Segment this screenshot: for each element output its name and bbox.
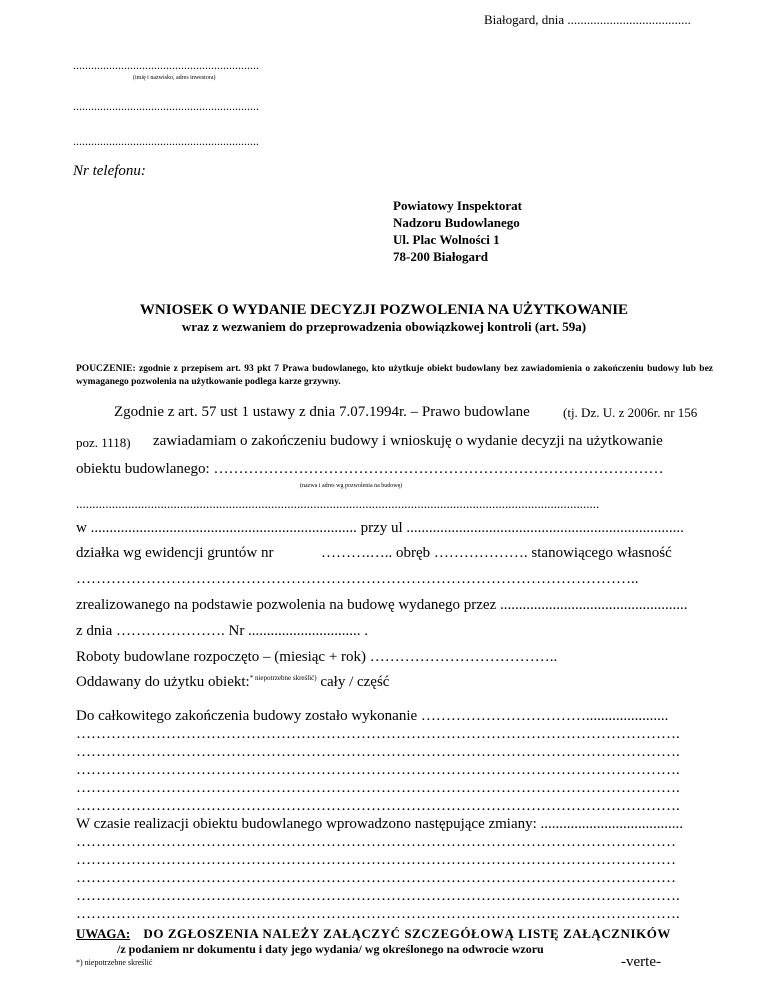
changes-label: W czasie realizacji obiektu budowlanego wprowadzono następujące zmiany: ...................................... xyxy=(76,816,684,832)
addressee-line-2: Nadzoru Budowlanego xyxy=(393,215,520,230)
addressee-line-3: Ul. Plac Wolności 1 xyxy=(393,232,500,247)
notice-text: POUCZENIE: zgodnie z przepisem art. 93 pkt 7 Prawa budowlanego, kto użytkuje obiekt budowlany bez zawiadomienia o zakończeniu budowy lub bez wymaganego pozwolenia na użytkowanie podlega karze grzywny. xyxy=(76,364,713,387)
permit-date-line: z dnia …………………. Nr .............................. . xyxy=(76,623,369,639)
uwaga-subtext: /z podaniem nr dokumentu i daty jego wydania/ wg określonego na odwrocie wzoru xyxy=(117,942,544,956)
para-1-c: poz. 1118) xyxy=(76,435,131,450)
investor-caption: (imię i nazwisko, adres inwestora) xyxy=(133,75,216,81)
uwaga-text: DO ZGŁOSZENIA NALEŻY ZAŁĄCZYĆ SZCZEGÓŁOWĄ LISTĘ ZAŁĄCZNIKÓW xyxy=(143,926,671,941)
changes-line-2: ………………………………………………………………………………………………………… xyxy=(76,852,676,868)
addressee-block xyxy=(393,197,522,265)
parcel-line: ……….….. obręb ………………. stanowiącego własność xyxy=(321,545,672,561)
permit-line: zrealizowanego na podstawie pozwolenia na budowę wydanego przez .................................................. xyxy=(76,597,688,613)
changes-line-4: …………………………………………………………………………………………………………. xyxy=(76,888,680,904)
addressee-line-1: Powiatowy Inspektorat xyxy=(393,198,522,213)
changes-line-3: ………………………………………………………………………………………………………… xyxy=(76,870,676,886)
uwaga-label: UWAGA: xyxy=(76,926,131,941)
para-1-d: zawiadamiam o zakończeniu budowy i wnioskuję o wydanie decyzji na użytkowanie xyxy=(153,433,663,449)
phone-label: Nr telefonu: xyxy=(73,163,146,179)
handover-row xyxy=(76,674,389,691)
changes-line-5: …………………………………………………………………………………………………………. xyxy=(76,906,680,922)
handover-footnote-mark: * niepotrzebne skreślić) xyxy=(249,674,317,682)
completion-line-3: …………………………………………………………………………………………………………. xyxy=(76,762,680,778)
completion-line-1: …………………………………………………………………………………………………………. xyxy=(76,726,680,742)
investor-line-3: .............................................................. xyxy=(73,134,259,148)
verte-label: -verte- xyxy=(621,954,661,970)
document-subtitle: wraz z wezwaniem do przeprowadzenia obowiązkowej kontroli (art. 59a) xyxy=(181,319,587,334)
uwaga-row xyxy=(76,926,716,942)
handover-label: Oddawany do użytku obiekt: xyxy=(76,674,250,690)
start-date-line: Roboty budowlane rozpoczęto – (miesiąc + rok) ……………………………….. xyxy=(76,649,558,665)
completion-label: Do całkowitego zakończenia budowy zostało wykonanie ……………………………...................... xyxy=(76,708,669,724)
completion-line-5: …………………………………………………………………………………………………………. xyxy=(76,798,680,814)
completion-line-4: …………………………………………………………………………………………………………. xyxy=(76,780,680,796)
parcel-label: działka wg ewidencji gruntów nr xyxy=(76,545,274,561)
changes-line-1: ………………………………………………………………………………………………………… xyxy=(76,834,676,850)
para-1-b: (tj. Dz. U. z 2006r. nr 156 xyxy=(563,405,698,420)
handover-value: cały / część xyxy=(320,674,390,690)
location-line: w ....................................................................... przy ul .......................................................................... xyxy=(76,520,684,536)
place-date: Białogard, dnia ...................................... xyxy=(484,12,691,27)
object-caption: (nazwa i adres wg pozwolenia na budowę) xyxy=(300,483,403,489)
object-line: ................................................................................................................................................................. xyxy=(76,496,600,511)
para-1-e: obiektu budowlanego: ……………………………………………………………………………… xyxy=(76,461,664,477)
footnote: *) niepotrzebne skreślić xyxy=(76,958,153,967)
investor-line-1: .............................................................. xyxy=(73,58,259,72)
investor-line-2: .............................................................. xyxy=(73,99,259,113)
owner-line: ………………………………………………………………………………………………….. xyxy=(76,571,639,587)
addressee-line-4: 78-200 Białogard xyxy=(393,249,488,264)
para-1-a: Zgodnie z art. 57 ust 1 ustawy z dnia 7.07.1994r. – Prawo budowlane xyxy=(114,404,530,420)
document-title: WNIOSEK O WYDANIE DECYZJI POZWOLENIA NA UŻYTKOWANIE xyxy=(139,302,629,318)
completion-line-2: …………………………………………………………………………………………………………. xyxy=(76,744,680,760)
